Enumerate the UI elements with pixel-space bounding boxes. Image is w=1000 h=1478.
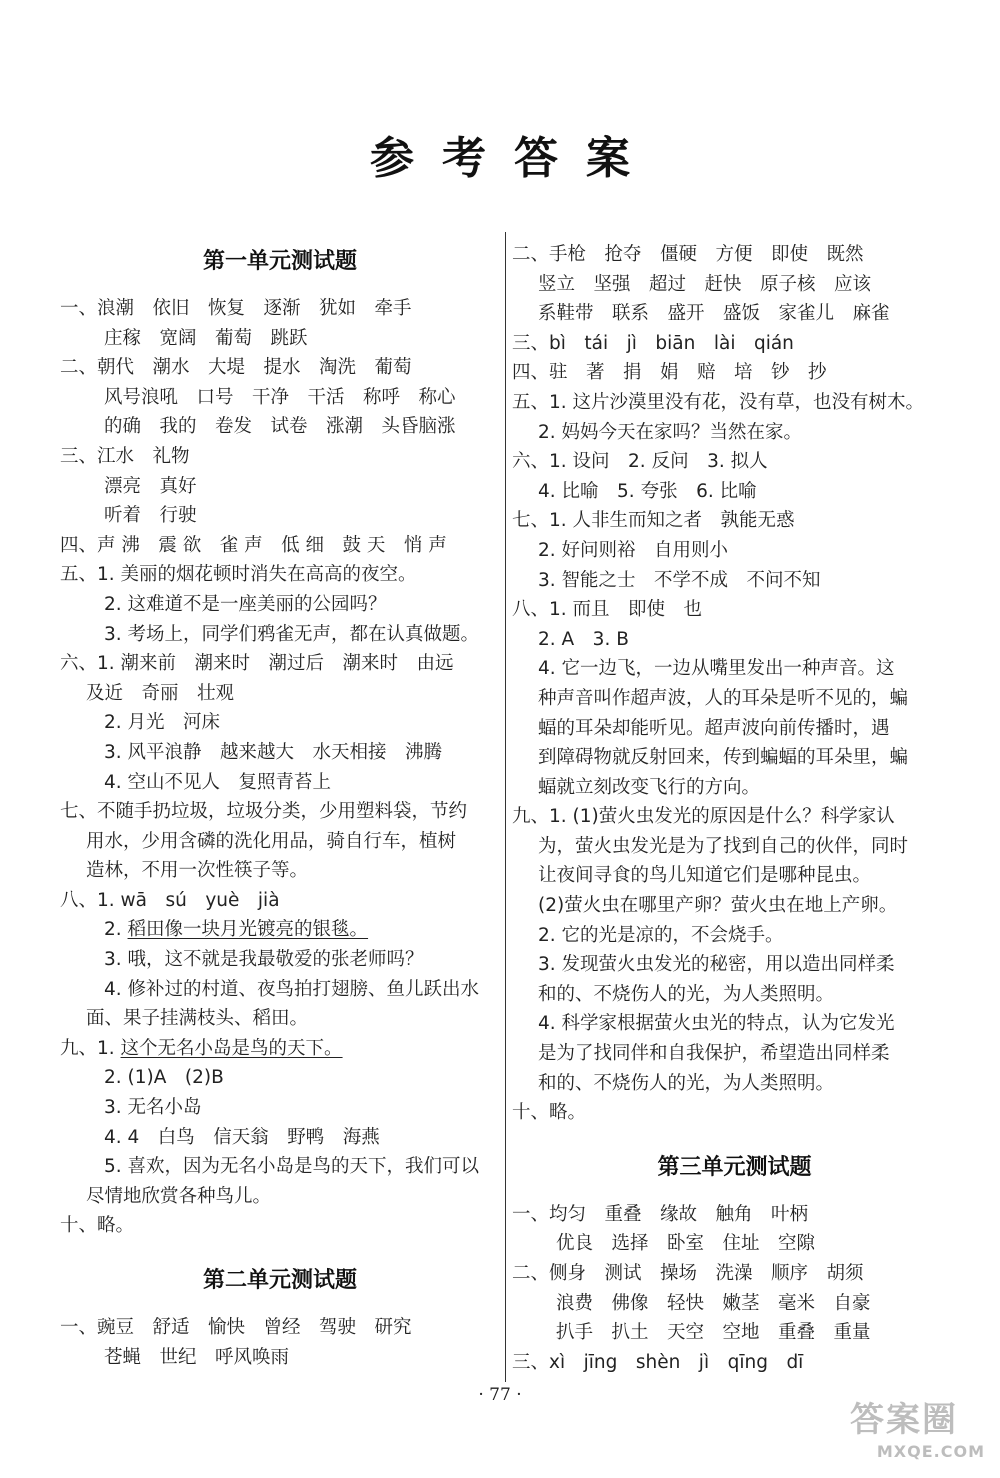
answer-line: 为，萤火虫发光是为了找到自己的伙伴，同时 [538, 835, 909, 857]
answer-line: 三、江水 礼物 [60, 445, 190, 467]
answer-line: 苍蝇 世纪 呼风唤雨 [104, 1346, 290, 1368]
underlined-answer: 稻田像一块月光镀亮的银毯。 [127, 919, 369, 941]
answer-line: 扒手 扒土 天空 空地 重叠 重量 [556, 1322, 871, 1344]
answer-line: 4. 它一边飞，一边从嘴里发出一种声音。这 [538, 658, 895, 680]
answer-line: 让夜间寻食的鸟儿知道它们是哪种昆虫。 [538, 865, 872, 887]
page-number: · 77 · [478, 1385, 522, 1405]
answer-line: 及近 奇丽 壮观 [86, 682, 235, 704]
left-column [60, 240, 500, 1372]
answer-line: 优良 选择 卧室 住址 空隙 [556, 1233, 816, 1255]
answer-line: 七、1. 人非生而知之者 孰能无惑 [512, 510, 795, 532]
answer-line: 四、声 沸 震 欲 雀 声 低 细 鼓 天 悄 声 [60, 534, 447, 556]
answer-line: 九、1. (1)萤火虫发光的原因是什么？科学家认 [512, 806, 895, 828]
answer-line: 竖立 坚强 超过 赶快 原子核 应该 [538, 273, 872, 295]
answer-line: 面、果子挂满枝头、稻田。 [86, 1008, 309, 1030]
answer-line: 六、1. 设问 2. 反问 3. 拟人 [512, 451, 768, 473]
answer-line: 五、1. 美丽的烟花顿时消失在高高的夜空。 [60, 564, 417, 586]
answer-line: 2. 月光 河床 [104, 712, 221, 734]
answer-line: 一、均匀 重叠 缘故 触角 叶柄 [512, 1203, 809, 1225]
answer-line: 4. 科学家根据萤火虫光的特点，认为它发光 [538, 1013, 895, 1035]
answer-line: 八、1. 而且 即使 也 [512, 599, 703, 621]
answer-line: 一、豌豆 舒适 愉快 曾经 驾驶 研究 [60, 1317, 412, 1338]
unit-3-title: 第三单元测试题 [657, 1154, 812, 1180]
answer-line: 2. 稻田像一块月光镀亮的银毯。 [104, 919, 369, 941]
answer-line: 庄稼 宽阔 葡萄 跳跃 [104, 327, 308, 349]
answer-line: 二、侧身 测试 操场 洗澡 顺序 胡须 [512, 1263, 864, 1284]
answer-line: 漂亮 真好 [104, 475, 197, 497]
answer-line: 2. 这难道不是一座美丽的公园吗？ [104, 593, 387, 615]
answer-line: 4. 比喻 5. 夸张 6. 比喻 [538, 480, 757, 502]
answer-line: 四、驻 著 捐 娟 赔 培 钞 抄 [512, 362, 827, 384]
answer-line: 三、bì tái jì biān lài qián [512, 332, 794, 354]
answer-line: 4. 4 白鸟 信天翁 野鸭 海燕 [104, 1126, 380, 1148]
right-column [512, 240, 957, 1377]
answer-line: 2. 妈妈今天在家吗？当然在家。 [538, 421, 803, 443]
answer-line: 3. 无名小岛 [104, 1097, 202, 1119]
column-divider [505, 232, 506, 1382]
answer-line: 种声音叫作超声波，人的耳朵是听不见的，蝙 [538, 687, 909, 709]
answer-line: 和的、不烧伤人的光，为人类照明。 [538, 1072, 835, 1094]
answer-line: 八、1. wā sú yuè jià [60, 889, 280, 911]
answer-line: 2. (1)A (2)B [104, 1067, 224, 1089]
page-title: 参考答案 [370, 133, 658, 184]
answer-line: 十、略。 [512, 1102, 587, 1124]
answer-line: 到障碍物就反射回来，传到蝙蝠的耳朵里，蝙 [538, 747, 909, 769]
answer-line: 一、浪潮 依旧 恢复 逐渐 犹如 牵手 [60, 298, 412, 319]
answer-line: 风号浪吼 口号 干净 干活 称呼 称心 [104, 386, 456, 408]
answer-line: 和的、不烧伤人的光，为人类照明。 [538, 983, 835, 1005]
answer-line: 三、xì jīng shèn jì qīng dī [512, 1351, 804, 1373]
answer-line: 2. A 3. B [538, 628, 629, 650]
watermark-text: 答案圈 [850, 1400, 958, 1440]
answer-line: 系鞋带 联系 盛开 盛饭 家雀儿 麻雀 [538, 303, 890, 325]
watermark-url: MXQE.COM [876, 1442, 985, 1461]
answer-line: 六、1. 潮来前 潮来时 潮过后 潮来时 由远 [60, 653, 454, 675]
underlined-answer: 这个无名小岛是鸟的天下。 [120, 1037, 343, 1059]
answer-line: 十、略。 [60, 1215, 135, 1237]
answer-line: 蝠的耳朵却能听见。超声波向前传播时，遇 [538, 717, 890, 739]
answer-line: 2. 好问则裕 自用则小 [538, 539, 729, 561]
answer-line: 4. 空山不见人 复照青苔上 [104, 771, 332, 793]
answer-line: 5. 喜欢，因为无名小岛是鸟的天下，我们可以 [104, 1156, 480, 1178]
unit-2-title: 第二单元测试题 [202, 1268, 357, 1293]
answer-line: 蝠就立刻改变飞行的方向。 [538, 776, 761, 798]
answer-line: 4. 修补过的村道、夜鸟拍打翅膀、鱼儿跃出水 [104, 978, 480, 1000]
answer-line: 3. 风平浪静 越来越大 水天相接 沸腾 [104, 741, 443, 763]
answer-line: 是为了找同伴和自我保护，希望造出同样柔 [538, 1043, 890, 1065]
answer-line: 九、1. 这个无名小岛是鸟的天下。 [60, 1037, 343, 1059]
answer-line: 的确 我的 卷发 试卷 涨潮 头昏脑涨 [104, 416, 456, 438]
answer-line: 二、朝代 潮水 大堤 提水 淘洗 葡萄 [60, 357, 412, 379]
watermark-logo [850, 1398, 985, 1468]
unit-1-title: 第一单元测试题 [202, 249, 357, 274]
answer-line: 3. 智能之士 不学不成 不问不知 [538, 569, 821, 591]
answer-line: 尽情地欣赏各种鸟儿。 [86, 1185, 272, 1207]
answer-line: 3. 哦，这不就是我最敬爱的张老师吗？ [104, 949, 424, 971]
answer-line: 听着 行驶 [104, 505, 197, 527]
answer-line: 二、手枪 抢夺 僵硬 方便 即使 既然 [512, 244, 864, 265]
answer-line: (2)萤火虫在哪里产卵？萤火虫在地上产卵。 [538, 895, 898, 917]
answer-line: 造林，不用一次性筷子等。 [86, 860, 309, 882]
answer-line: 用水，少用含磷的洗化用品，骑自行车，植树 [86, 830, 457, 852]
answer-line: 3. 考场上，同学们鸦雀无声，都在认真做题。 [104, 623, 480, 645]
answer-line: 浪费 佛像 轻快 嫩茎 毫米 自豪 [556, 1292, 871, 1314]
answer-line: 七、不随手扔垃圾，垃圾分类，少用塑料袋，节约 [60, 801, 468, 823]
answer-line: 五、1. 这片沙漠里没有花，没有草，也没有树木。 [512, 391, 925, 413]
answer-line: 2. 它的光是凉的，不会烧手。 [538, 924, 784, 946]
answer-line: 3. 发现萤火虫发光的秘密，用以造出同样柔 [538, 954, 895, 976]
